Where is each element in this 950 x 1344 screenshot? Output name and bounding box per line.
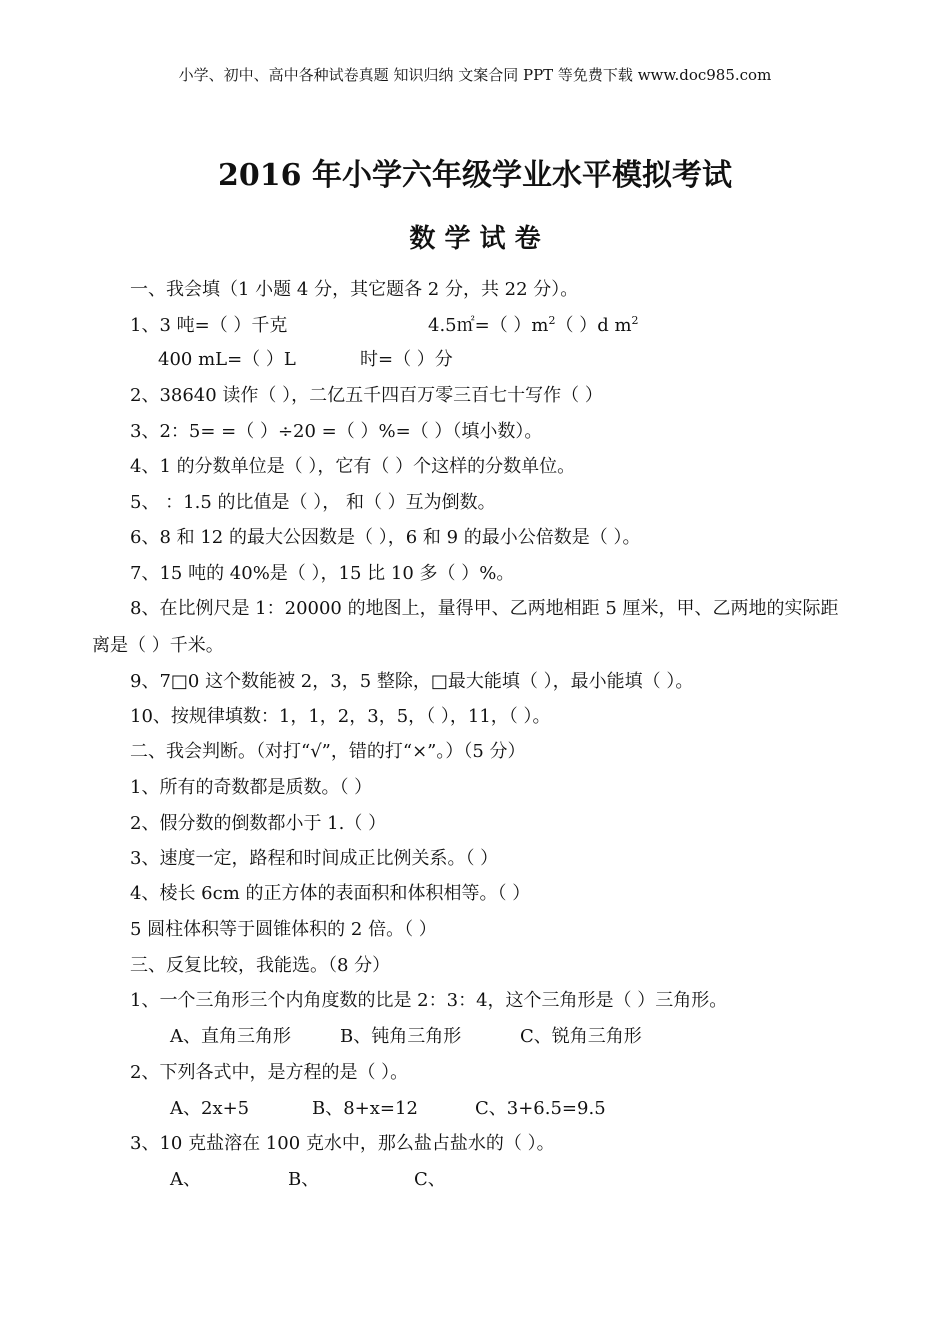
choice-1-option-c: C、锐角三角形 [520,1026,642,1047]
choice-3-option-c: C、 [414,1169,446,1190]
section3-heading: 三、反复比较，我能选。（8 分） [130,955,391,976]
choice-2-option-a: A、2x+5 [170,1098,250,1119]
question-8-line1: 8、在比例尺是 1：20000 的地图上，量得甲、乙两地相距 5 厘米，甲、乙两地的实际距 [130,598,839,619]
judge-item-3: 3、速度一定，路程和时间成正比例关系。（ ） [130,848,499,869]
question-8-line2: 离是（ ）千米。 [92,635,224,656]
choice-question-2: 2、下列各式中，是方程的是（ ）。 [130,1062,409,1083]
choice-2-option-b: B、8+x=12 [312,1098,418,1119]
q1-part-a: 1、3 吨=（ ）千克 [130,315,288,336]
section1-heading: 一、我会填（1 小题 4 分，其它题各 2 分，共 22 分）。 [130,279,579,300]
question-10: 10、按规律填数：1，1，2，3，5，（ ），11，（ ）。 [130,706,551,727]
q1-part-e: 时=（ ）分 [360,349,453,370]
question-9: 9、7□0 这个数能被 2，3，5 整除，□最大能填（ ），最小能填（ ）。 [130,671,694,692]
question-7: 7、15 吨的 40%是（ ），15 比 10 多（ ）%。 [130,563,515,584]
question-2: 2、38640 读作（ ），二亿五千四百万零三百七十写作（ ） [130,385,603,406]
judge-item-2: 2、假分数的倒数都小于 1.（ ） [130,813,387,834]
question-5: 5、 ：1.5 的比值是（ ）， 和（ ）互为倒数。 [130,492,496,513]
q1-part-c-superscript: 2 [631,314,639,327]
exam-title: 2016 年小学六年级学业水平模拟考试 [218,158,732,193]
judge-item-5: 5 圆柱体积等于圆锥体积的 2 倍。（ ） [130,919,437,940]
choice-3-option-a: A、 [170,1169,201,1190]
q1-part-b: 4.5㎡=（ ）$m^2$（ ）d $m^2$ [428,314,639,336]
choice-3-option-b: B、 [288,1169,320,1190]
page-header: 小学、初中、高中各种试卷真题 知识归纳 文案合同 PPT 等免费下载 www.doc985.com [178,66,772,84]
choice-2-option-c: C、3+6.5=9.5 [475,1098,606,1119]
exam-subtitle: 数 学 试 卷 [409,224,541,254]
question-4: 4、1 的分数单位是（ ），它有（ ）个这样的分数单位。 [130,456,576,477]
judge-item-1: 1、所有的奇数都是质数。（ ） [130,777,373,798]
judge-item-4: 4、棱长 6cm 的正方体的表面积和体积相等。（ ） [130,883,531,904]
question-6: 6、8 和 12 的最大公因数是（ ），6 和 9 的最小公倍数是（ ）。 [130,527,641,548]
q1-part-b-superscript: 2 [548,314,556,327]
choice-1-option-b: B、钝角三角形 [340,1026,462,1047]
choice-question-1: 1、一个三角形三个内角度数的比是 2：3：4，这个三角形是（ ）三角形。 [130,990,728,1011]
choice-1-option-a: A、直角三角形 [170,1026,291,1047]
question-3: 3、2：5= =（ ）÷20 =（ ）%=（ ）（填小数）。 [130,421,543,442]
choice-question-3: 3、10 克盐溶在 100 克水中，那么盐占盐水的（ ）。 [130,1133,555,1154]
section2-heading: 二、我会判断。（对打“√”，错的打“×”。）（5 分） [130,741,526,762]
q1-part-d: 400 mL=（ ）L [158,349,296,370]
